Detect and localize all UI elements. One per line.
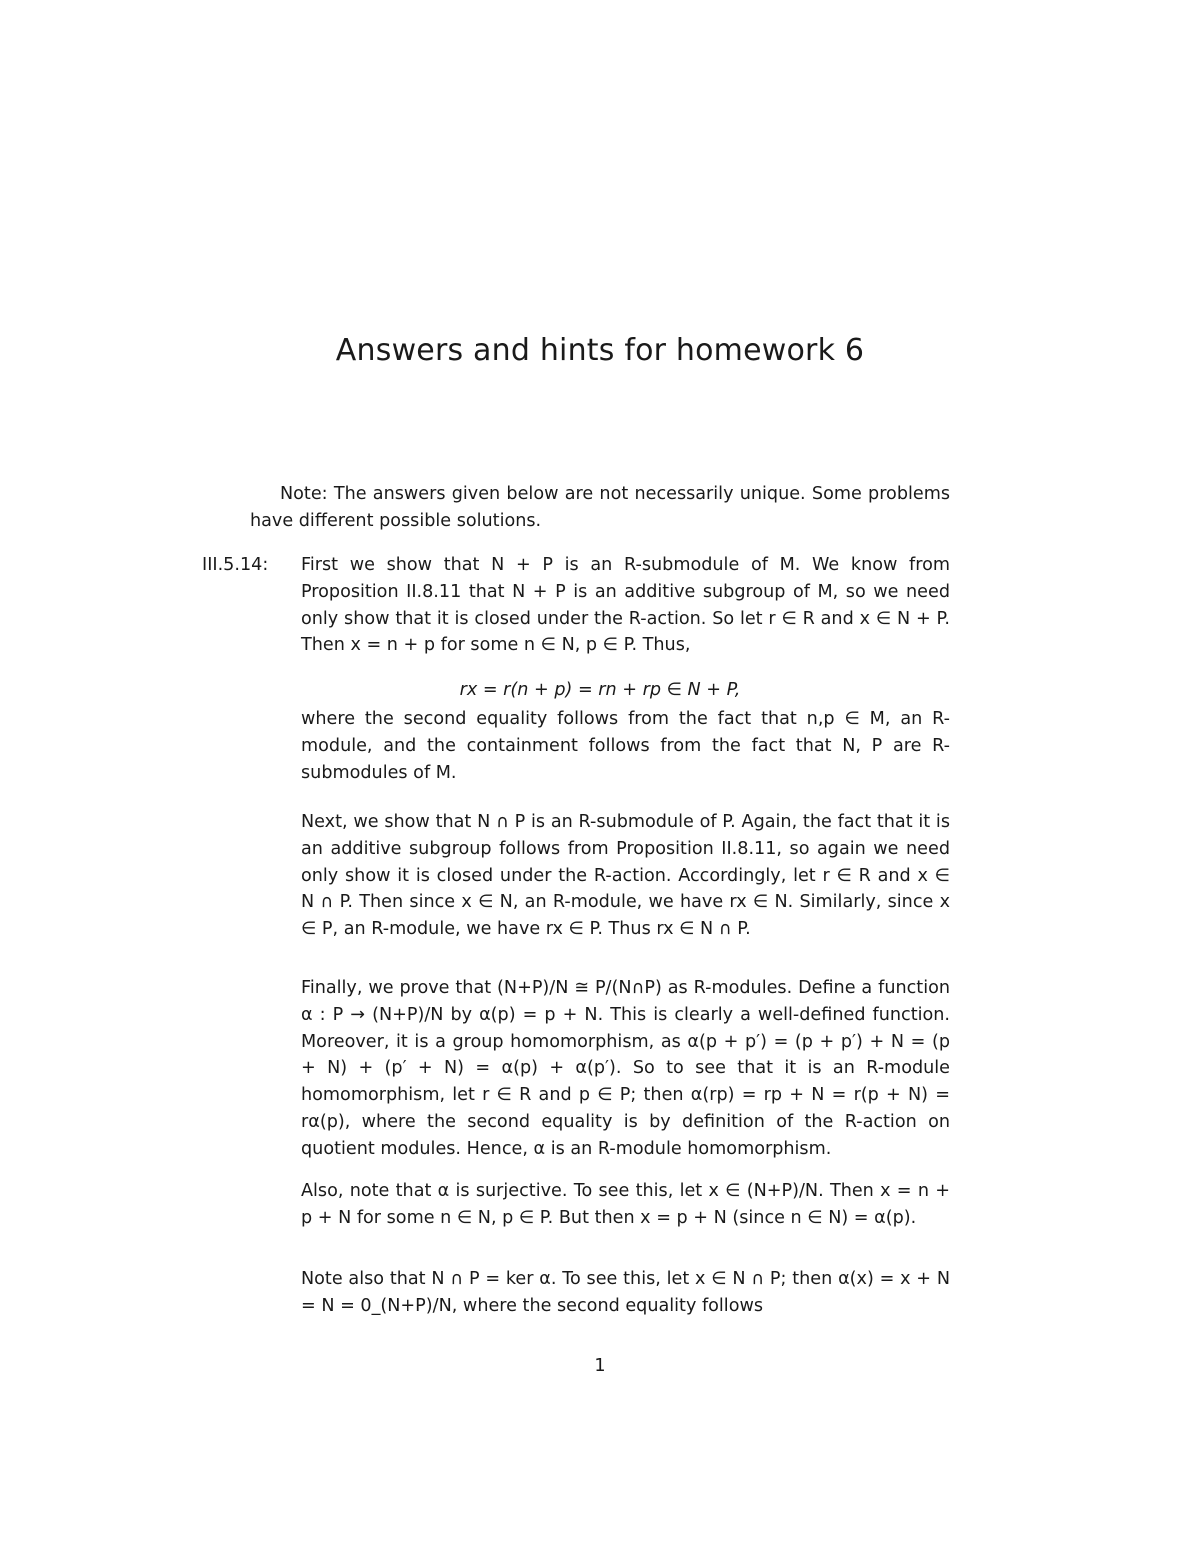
display-equation: rx = r(n + p) = rn + rp ∈ N + P, — [459, 680, 741, 700]
problem-paragraph-4: Finally, we prove that (N+P)/N ≅ P/(N∩P) as R-modules. Define a function α : P → (N+P)/N by α(p) = p + N. This is clearly a well-defined function. Moreover, it is a group homomorphism, as α(p + p′) = (p + p′) + N = (p + N) + (p′ + N) = α(p) + α(p′). So to see that it is an R-module homomorphism, let r ∈ R and p ∈ P; then α(rp) = rp + N = r(p + N) = rα(p), where the second equality is by definition of the R-action on quotient modules. Hence, α is an R-module homomorphism. — [301, 978, 950, 1159]
problem-paragraph-2: where the second equality follows from the fact that n,p ∈ M, an R-module, and the containment follows from the fact that N, P are R-submodules of M. — [301, 709, 950, 783]
note-paragraph: Note: The answers given below are not necessarily unique. Some problems have different possible solutions. — [250, 484, 950, 531]
problem-paragraph-6: Note also that N ∩ P = ker α. To see this, let x ∈ N ∩ P; then α(x) = x + N = N = 0_(N+P)/N, where the second equality follows — [301, 1269, 950, 1316]
page-number: 1 — [594, 1356, 606, 1376]
document-title: Answers and hints for homework 6 — [335, 333, 865, 368]
problem-paragraph-5: Also, note that α is surjective. To see this, let x ∈ (N+P)/N. Then x = n + p + N for some n ∈ N, p ∈ P. But then x = p + N (since n ∈ N) = α(p). — [301, 1181, 950, 1228]
problem-paragraph-1: First we show that N + P is an R-submodule of M. We know from Proposition II.8.11 that N + P is an additive subgroup of M, so we need only show that it is closed under the R-action. So let r ∈ R and x ∈ N + P. Then x = n + p for some n ∈ N, p ∈ P. Thus, — [301, 555, 950, 656]
problem-label: III.5.14: — [202, 555, 269, 575]
problem-paragraph-3: Next, we show that N ∩ P is an R-submodule of P. Again, the fact that it is an additive subgroup follows from Proposition II.8.11, so again we need only show it is closed under the R-action. Accordingly, let r ∈ R and x ∈ N ∩ P. Then since x ∈ N, an R-module, we have rx ∈ N. Similarly, since x ∈ P, an R-module, we have rx ∈ P. Thus rx ∈ N ∩ P. — [301, 812, 950, 940]
